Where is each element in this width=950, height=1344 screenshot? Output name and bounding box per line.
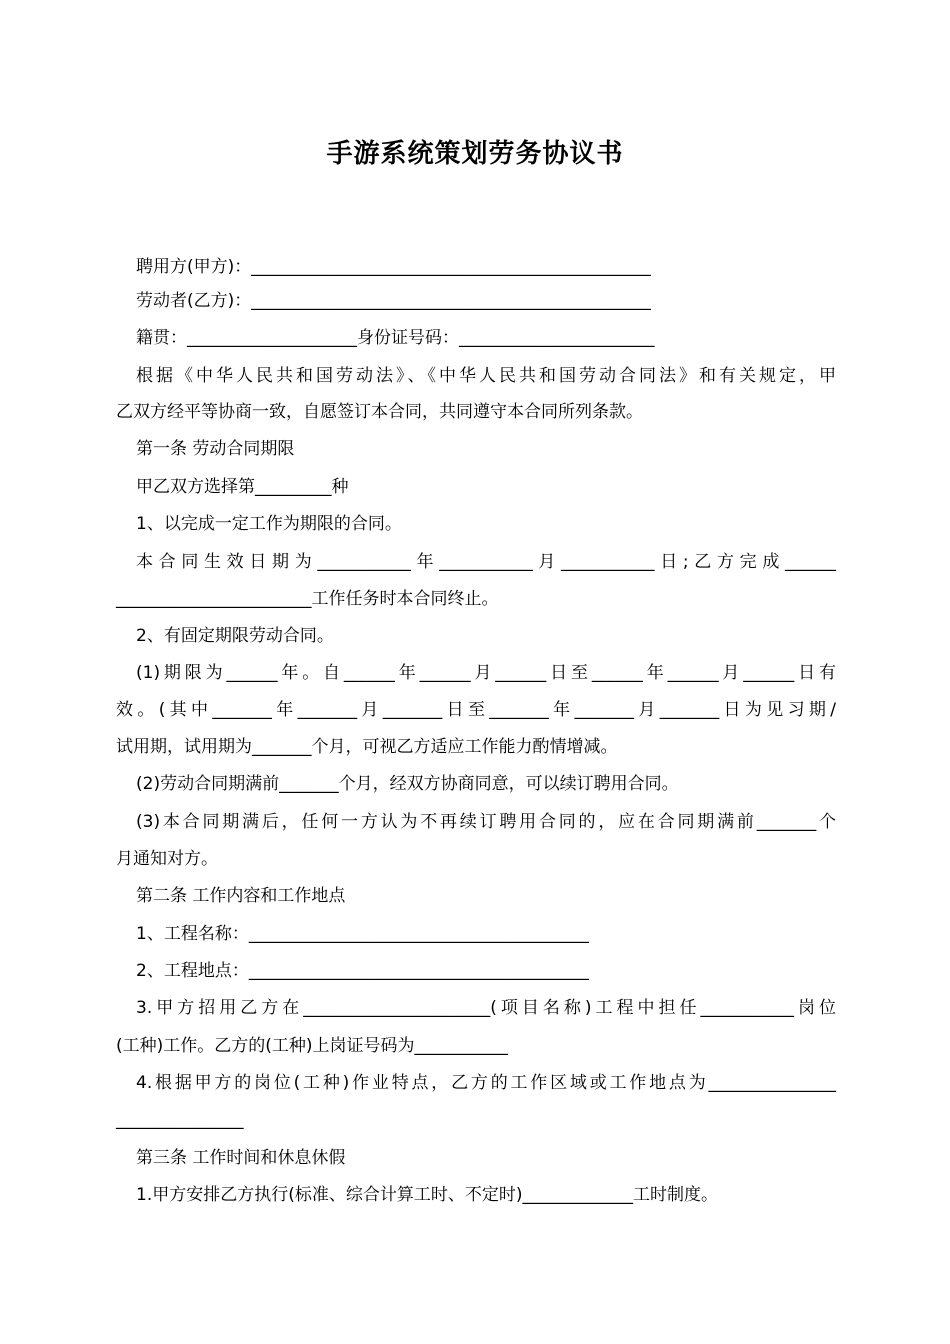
employer-line: 聘用方(甲方)：_______________________________________________ (136, 257, 651, 277)
clause-3-1: 1.甲方安排乙方执行(标准、综合计算工时、不定时)_____________工时制度。 (136, 1185, 718, 1205)
clause-1-1-date: 本合同生效日期为___________年___________月___________日;乙方完成______ (136, 552, 836, 572)
clause-1-2-renewal: (2)劳动合同期满前_______个月，经双方协商同意，可以续订聘用合同。 (136, 774, 679, 794)
article-1-heading: 第一条 劳动合同期限 (136, 439, 295, 459)
article-2-heading: 第二条 工作内容和工作地点 (136, 886, 346, 906)
clause-1-1-end: _______________________工作任务时本合同终止。 (116, 589, 499, 609)
clause-1-2: 2、有固定期限劳动合同。 (136, 626, 334, 646)
employee-line: 劳动者(乙方)：_______________________________________________ (136, 291, 651, 311)
clause-1-2-term-2: 效。(其中_______年_______月_______日至_______年_______月_______日为见习期/ (116, 700, 836, 720)
clause-1-3-notice-2: 月通知对方。 (116, 849, 218, 869)
clause-1-1: 1、以完成一定工作为期限的合同。 (136, 514, 402, 534)
project-location-line: 2、工程地点：________________________________________ (136, 961, 589, 981)
document-title: 手游系统策划劳务协议书 (326, 139, 624, 169)
clause-2-4-line-1: 4.根据甲方的岗位(工种)作业特点，乙方的工作区域或工作地点为_______________ (136, 1073, 836, 1093)
clause-2-4-line-2: _______________ (116, 1110, 244, 1130)
clause-2-3-line-2: (工种)工作。乙方的(工种)上岗证号码为___________ (116, 1036, 509, 1056)
origin-id-line: 籍贯：____________________身份证号码：_______________________ (136, 328, 655, 348)
project-name-line: 1、工程名称：________________________________________ (136, 924, 589, 944)
preamble-line-2: 乙双方经平等协商一致，自愿签订本合同，共同遵守本合同所列条款。 (116, 402, 643, 422)
article-3-heading: 第三条 工作时间和休息休假 (136, 1148, 346, 1168)
clause-1-2-term-3: 试用期，试用期为_______个月，可视乙方适应工作能力酌情增减。 (116, 737, 618, 757)
clause-1-2-term-1: (1)期限为______年。自______年______月______日至______年______月______日有 (136, 663, 836, 683)
preamble-line-1: 根据《中华人民共和国劳动法》、《中华人民共和国劳动合同法》和有关规定，甲 (136, 366, 836, 386)
clause-1-3-notice-1: (3)本合同期满后，任何一方认为不再续订聘用合同的，应在合同期满前_______个 (136, 812, 836, 832)
contract-type-choice: 甲乙双方选择第_________种 (136, 477, 349, 497)
clause-2-3-line-1: 3.甲方招用乙方在______________________(项目名称)工程中担任___________岗位 (136, 998, 836, 1018)
